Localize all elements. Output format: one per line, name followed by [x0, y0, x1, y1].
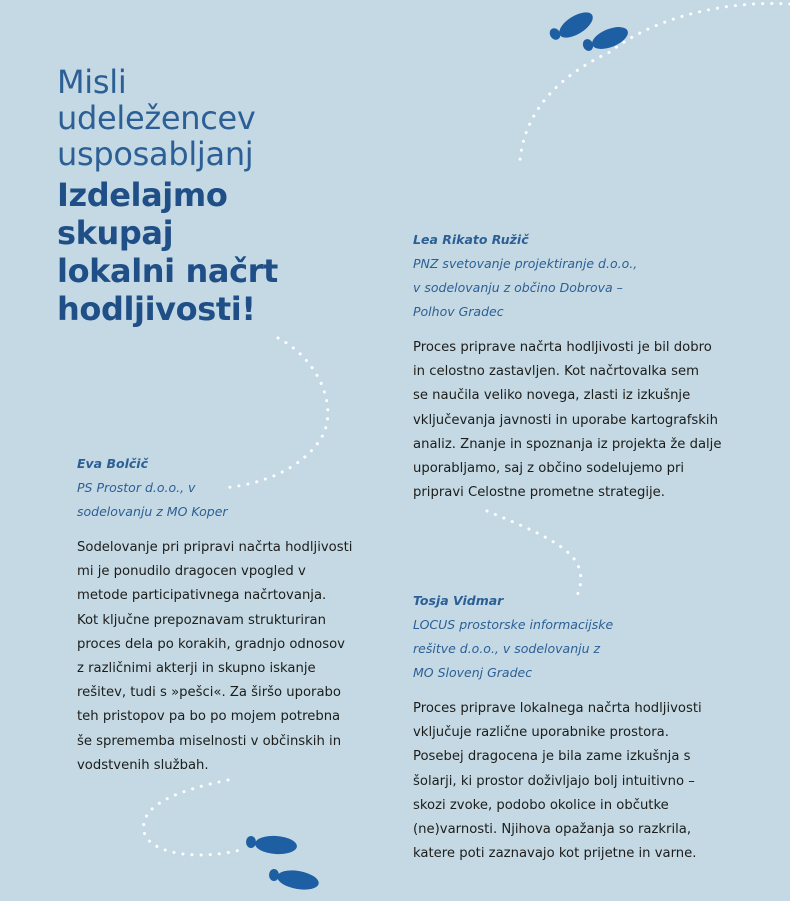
quote-line: (ne)varnosti. Njihova opažanja so razkrila,: [413, 822, 692, 838]
footprints-top-icon: [548, 7, 631, 53]
quote-author-name: Lea Rikato Ružič: [413, 232, 529, 247]
org-line: MO Slovenj Gradec: [413, 665, 533, 680]
quote-line: Posebej dragocena je bila zame izkušnja s: [413, 749, 691, 765]
title-light-line: Misli: [57, 63, 127, 101]
quote-line: šolarji, ki prostor doživljajo bolj intuitivno –: [413, 773, 695, 789]
quote-text: [413, 697, 702, 866]
title-bold-line: skupaj: [57, 214, 174, 252]
quote-text: [77, 536, 352, 778]
quote-eva-bolcic: [77, 452, 352, 778]
quote-tosja-vidmar: [413, 589, 702, 866]
quote-line: Kot ključne prepoznavam strukturiran: [77, 612, 326, 628]
page-title: [57, 64, 357, 328]
quote-line: proces dela po korakih, gradnjo odnosov: [77, 636, 345, 652]
org-line: PS Prostor d.o.o., v: [77, 480, 196, 495]
org-line: v sodelovanju z občino Dobrova –: [413, 280, 623, 295]
quote-line: metode participativnega načrtovanja.: [77, 588, 327, 604]
quote-line: rešitev, tudi s »pešci«. Za širšo uporabo: [77, 685, 341, 701]
quote-author-organization: [413, 613, 702, 685]
quote-line: z različnimi akterji in skupno iskanje: [77, 661, 316, 677]
org-line: sodelovanju z MO Koper: [77, 504, 228, 519]
quote-author-name: Tosja Vidmar: [413, 593, 504, 608]
title-bold-line: hodljivosti!: [57, 290, 256, 328]
quote-line: še sprememba miselnosti v občinskih in: [77, 733, 342, 749]
quote-line: vodstvenih službah.: [77, 757, 209, 773]
title-light-line: udeležencev: [57, 99, 256, 137]
title-bold-line: lokalni načrt: [57, 252, 278, 290]
quote-line: analiz. Znanje in spoznanja iz projekta že dalje: [413, 436, 722, 452]
quote-lea-rikato-ruzic: [413, 228, 721, 505]
quote-line: skozi zvoke, podobo okolice in občutke: [413, 797, 669, 813]
org-line: LOCUS prostorske informacijske: [413, 617, 614, 632]
quote-author-organization: [413, 252, 721, 324]
org-line: Polhov Gradec: [413, 304, 504, 319]
footprints-bottom-icon: [246, 835, 320, 893]
org-line: PNZ svetovanje projektiranje d.o.o.,: [413, 256, 638, 271]
dotted-path-bottom: [144, 780, 240, 855]
dotted-path-top: [520, 3, 790, 160]
quote-line: vključuje različne uporabnike prostora.: [413, 725, 669, 741]
dotted-path-right: [487, 511, 581, 600]
quote-line: teh pristopov pa bo po mojem potrebna: [77, 709, 341, 725]
title-light-line: usposabljanj: [57, 135, 254, 173]
quote-line: pripravi Celostne prometne strategije.: [413, 485, 665, 501]
title-bold-line: Izdelajmo: [57, 176, 228, 214]
quote-line: in celostno zastavljen. Kot načrtovalka sem: [413, 364, 699, 380]
quote-line: Proces priprave načrta hodljivosti je bil dobro: [413, 340, 712, 355]
quote-line: uporabljamo, saj z občino sodelujemo pri: [413, 461, 685, 477]
org-line: rešitve d.o.o., v sodelovanju z: [413, 641, 601, 656]
quote-line: vključevanja javnosti in uporabe kartografskih: [413, 412, 718, 428]
quote-line: Proces priprave lokalnega načrta hodljivosti: [413, 701, 702, 716]
quote-author-name: Eva Bolčič: [77, 456, 148, 471]
quote-line: katere poti zaznavajo kot prijetne in varne.: [413, 846, 697, 862]
quote-line: mi je ponudilo dragocen vpogled v: [77, 564, 306, 580]
quote-text: [413, 336, 721, 505]
quote-line: se naučila veliko novega, zlasti iz izkušnje: [413, 388, 691, 404]
quote-author-organization: [77, 476, 352, 524]
quote-line: Sodelovanje pri pripravi načrta hodljivosti: [77, 540, 353, 555]
